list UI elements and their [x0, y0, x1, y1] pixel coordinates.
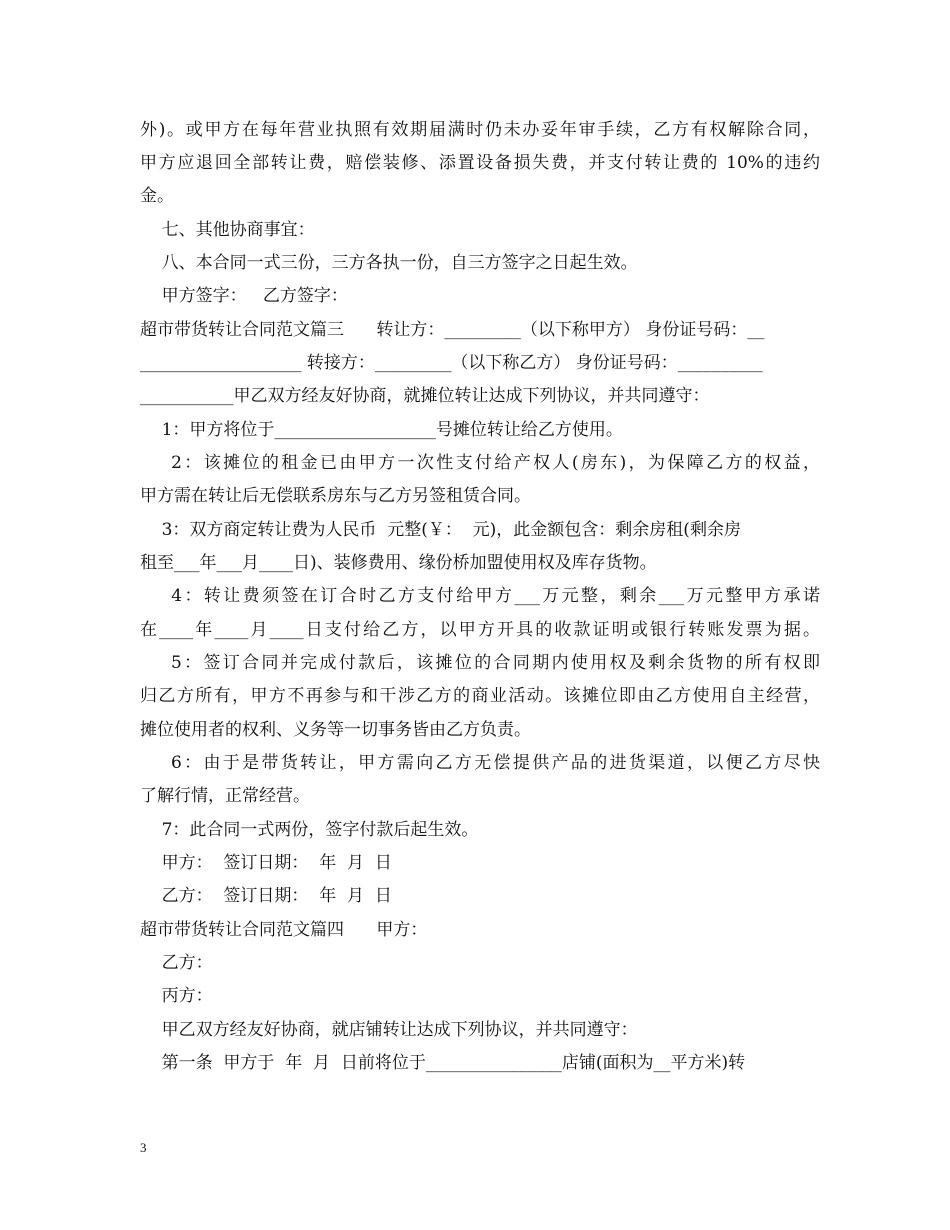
- text-line: 2：该摊位的租金已由甲方一次性支付给产权人(房东)，为保障乙方的权益，: [140, 453, 820, 473]
- text-line: 乙方： 签订日期： 年 月 日: [140, 886, 392, 906]
- text-line: ___________________ 转接方：_________（以下称乙方） 身份证号码：__________: [140, 353, 763, 373]
- text-line: 甲方应退回全部转让费，赔偿装修、添置设备损失费，并支付转让费的 10%的违约: [140, 153, 820, 173]
- text-line: 外)。或甲方在每年营业执照有效期届满时仍未办妥年审手续，乙方有权解除合同，: [140, 120, 820, 140]
- text-line: 八、本合同一式三份，三方各执一份，自三方签字之日起生效。: [140, 253, 638, 273]
- text-line: 了解行情，正常经营。: [140, 786, 310, 806]
- text-line: 丙方：: [140, 986, 213, 1006]
- text-line: 6：由于是带货转让，甲方需向乙方无偿提供产品的进货渠道，以便乙方尽快: [140, 753, 820, 773]
- text-line: 甲方需在转让后无偿联系房东与乙方另签租赁合同。: [140, 486, 531, 506]
- text-line: 超市带货转让合同范文篇四 甲方：: [140, 920, 428, 940]
- text-line: 4：转让费须签在订合时乙方支付给甲方___万元整，剩余___万元整甲方承诺: [140, 586, 820, 606]
- text-line: 金。: [140, 186, 174, 206]
- text-line: 7：此合同一式两份，签字付款后起生效。: [140, 820, 479, 840]
- page-number: 3: [140, 1140, 147, 1155]
- text-line: 甲方： 签订日期： 年 月 日: [140, 853, 392, 873]
- text-line: 甲乙双方经友好协商，就店铺转让达成下列协议，并共同遵守：: [140, 1020, 638, 1040]
- text-line: 在____年____月____日支付给乙方，以甲方开具的收款证明或银行转账发票为据。: [140, 620, 820, 640]
- text-line: 5：签订合同并完成付款后，该摊位的合同期内使用权及剩余货物的所有权即: [140, 653, 820, 673]
- text-line: 甲方签字： 乙方签字：: [140, 286, 348, 306]
- text-line: 租至___年___月____日)、装修费用、缘份桥加盟使用权及库存货物。: [140, 553, 657, 573]
- text-line: 3：双方商定转让费为人民币 元整(￥： 元)，此金额包含：剩余房租(剩余房: [140, 520, 741, 540]
- text-line: 摊位使用者的权利、义务等一切事务皆由乙方负责。: [140, 720, 531, 740]
- text-line: 第一条 甲方于 年 月 日前将位于________________店铺(面积为__平方米)转: [140, 1053, 746, 1073]
- text-line: 1：甲方将位于___________________号摊位转让给乙方使用。: [140, 420, 623, 440]
- text-line: 超市带货转让合同范文篇三 转让方：_________（以下称甲方） 身份证号码：__: [140, 320, 765, 340]
- text-line: 归乙方所有，甲方不再参与和干涉乙方的商业活动。该摊位即由乙方使用自主经营，: [140, 686, 820, 706]
- text-line: 乙方：: [140, 953, 213, 973]
- text-line: ___________甲乙双方经友好协商，就摊位转让达成下列协议，并共同遵守：: [140, 386, 710, 406]
- text-line: 七、其他协商事宜：: [140, 220, 315, 240]
